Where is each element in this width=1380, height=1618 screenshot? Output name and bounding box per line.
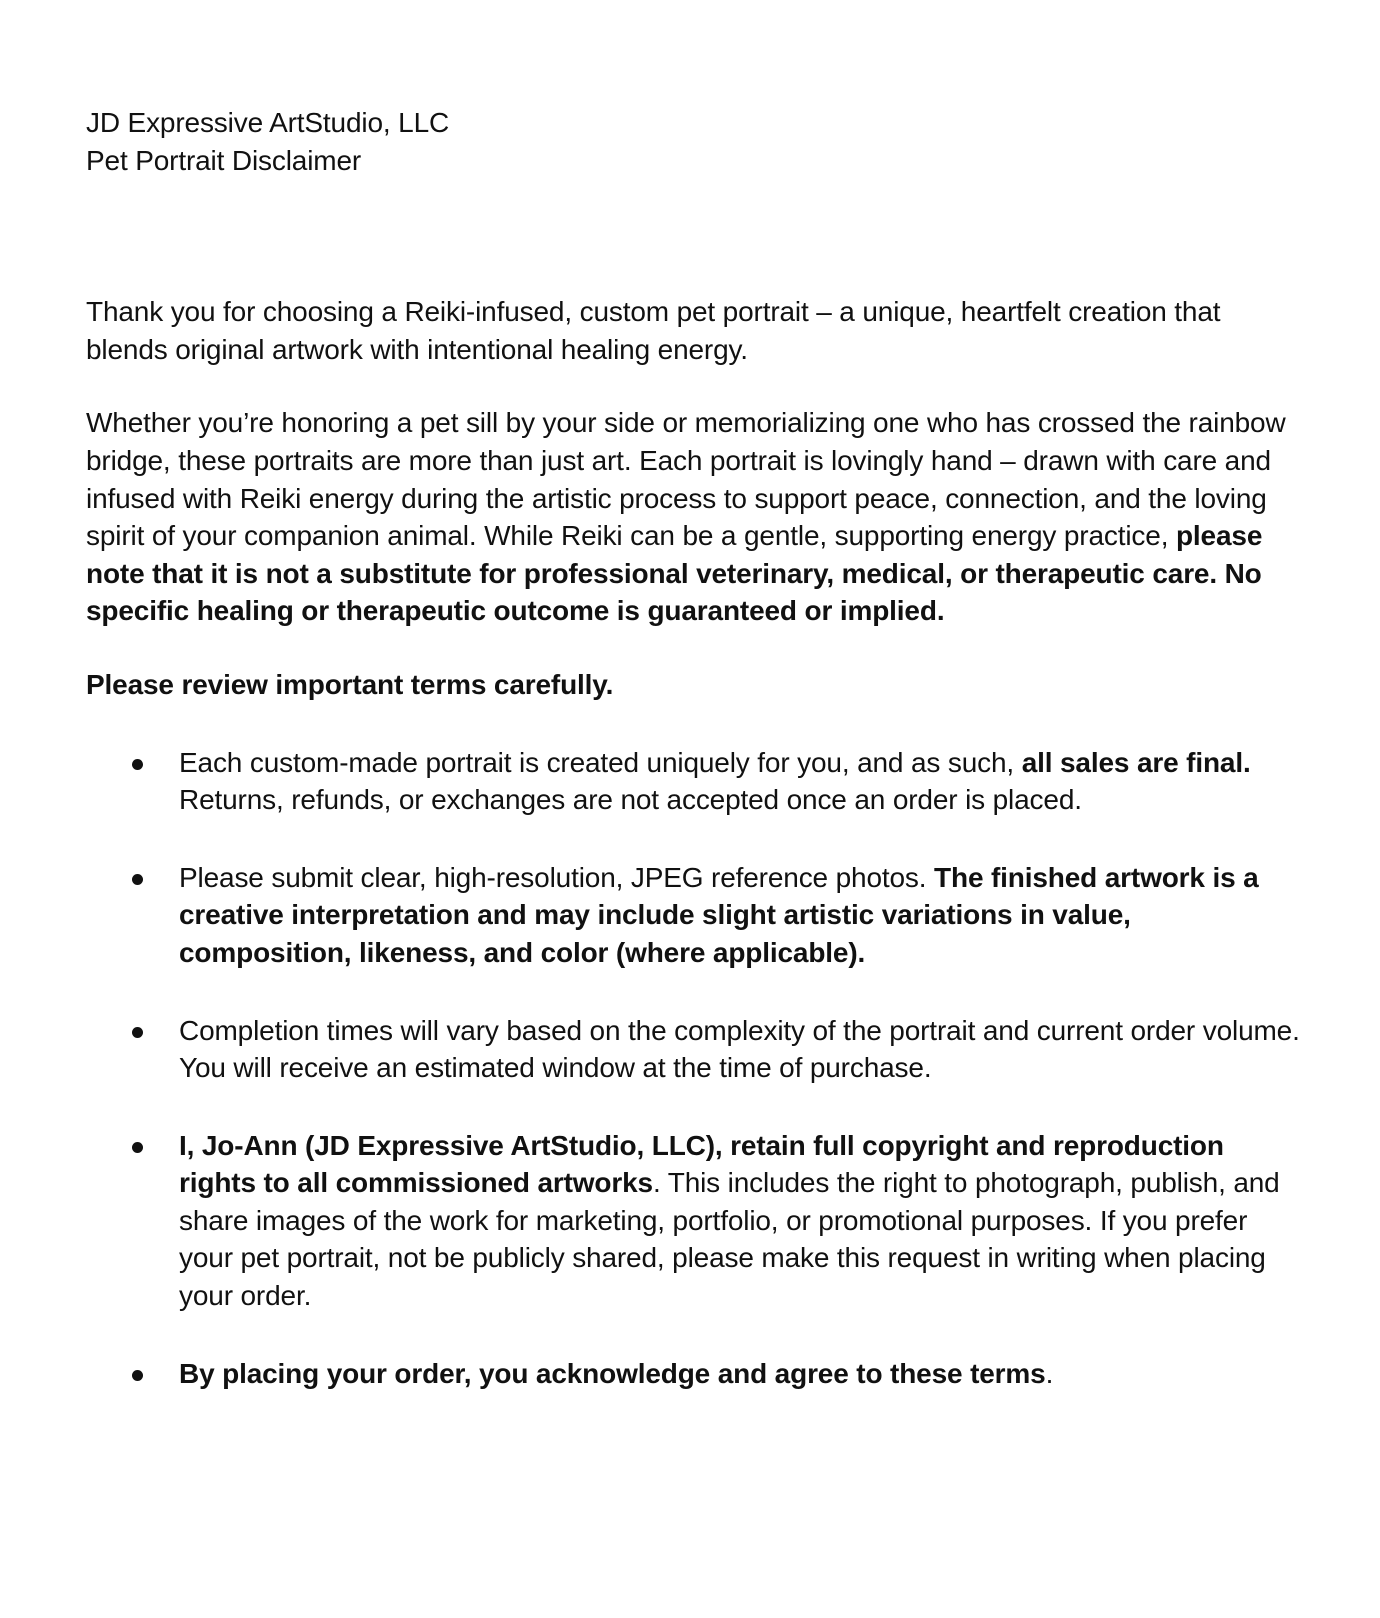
term-text-after: . [1045,1357,1054,1389]
intro-paragraph: Thank you for choosing a Reiki-infused, custom pet portrait – a unique, heartfelt creation that blends original artwork with intentional healing energy. [86,296,1221,365]
bullet-icon [132,759,143,770]
term-item-agreement [86,1355,1306,1393]
document-page [86,104,1306,1432]
document-header [86,104,1306,179]
company-name: JD Expressive ArtStudio, LLC [86,107,450,138]
bullet-icon [132,1142,143,1153]
body-paragraph-disclaimer: please note that it is not a substitute for professional veterinary, medical, or therapeutic care. No specific healing or therapeutic outcome is guaranteed or implied. [86,520,1263,627]
term-text-after: Returns, refunds, or exchanges are not accepted once an order is placed. [179,746,1266,816]
term-text: Please submit clear, high-resolution, JPEG reference photos. [179,861,935,893]
term-text-after: . This includes the right to photograph, publish, and share images of the work for marketing, portfolio, or promotional purposes. If you prefer your pet portrait, not be publicly shared, please make this request in writing when placing your order. [179,1167,1280,1312]
body-paragraph [86,404,1306,630]
term-bold-text: all sales are final. [1021,746,1251,778]
term-item-completion-times [86,1012,1306,1087]
body-paragraph-text: Whether you’re honoring a pet sill by your side or memorializing one who has crossed the rainbow bridge, these portraits are more than just art. Each portrait is lovingly hand – drawn with care and infused with Reiki energy during the artistic process to support peace, connection, and the loving spirit of your companion animal. While Reiki can be a gentle, supporting energy practice, [86,407,1286,552]
term-bold-text: I, Jo-Ann (JD Expressive ArtStudio, LLC), retain full copyright and reproduction rights to all commissioned artworks [179,1129,1224,1199]
bullet-icon [132,874,143,885]
term-text: Each custom-made portrait is created uniquely for you, and as such, [179,746,1022,778]
term-bold-text: The finished artwork is a creative interpretation and may include slight artistic variations in value, composition, likeness, and color (where applicable). [179,861,1259,968]
term-item-sales-final [86,744,1306,819]
bullet-icon [132,1027,143,1038]
term-bold-text: By placing your order, you acknowledge and agree to these terms [179,1357,1046,1389]
review-heading: Please review important terms carefully. [86,668,614,700]
bullet-icon [132,1370,143,1381]
term-item-copyright [86,1127,1306,1315]
terms-list [86,744,1306,1393]
document-title: Pet Portrait Disclaimer [86,144,362,176]
term-item-reference-photos [86,859,1306,972]
term-text: Completion times will vary based on the complexity of the portrait and current order volume. You will receive an estimated window at the time of purchase. [179,1014,1300,1084]
